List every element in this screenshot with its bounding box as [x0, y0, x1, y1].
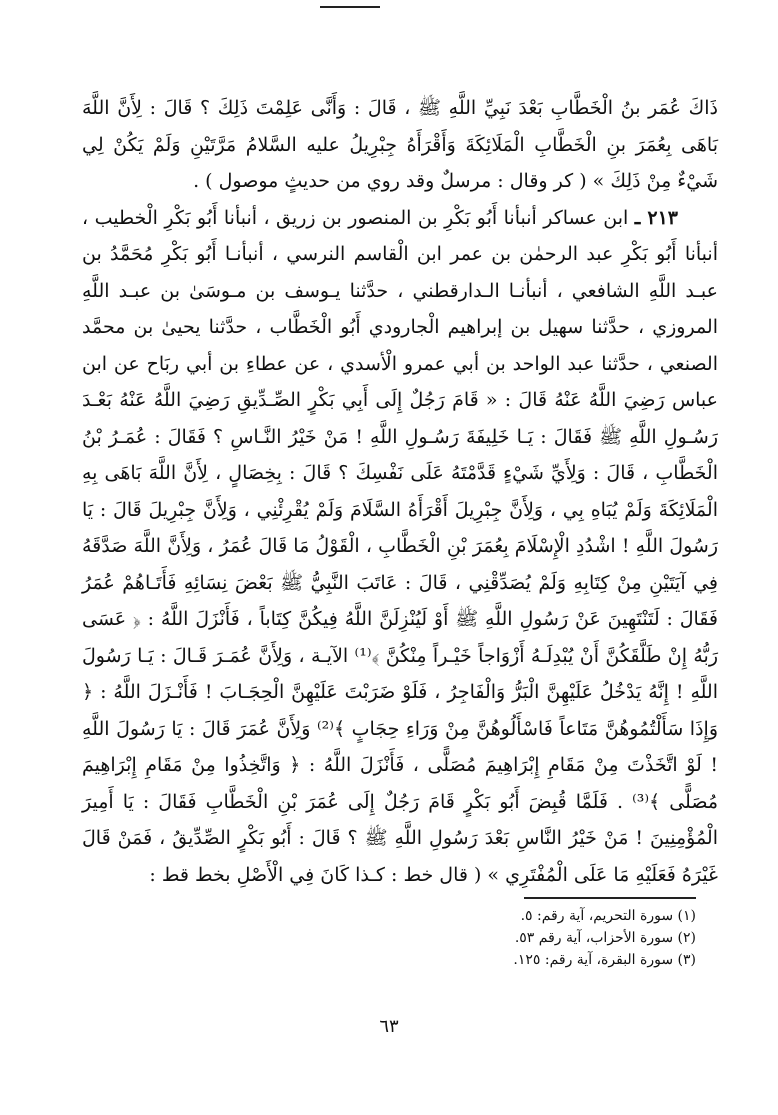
hadith-number: ٢١٣ ـ: [634, 206, 678, 229]
footnote-divider: [524, 897, 696, 899]
main-text: [82, 90, 718, 893]
footnote-3: (٣) سورة البقرة، آية رقم: ١٢٥.: [513, 952, 696, 968]
footnotes: [296, 905, 696, 971]
hadith-paragraph: [82, 200, 718, 894]
hadith-text: ابن عساكر أنبأنا أَبُو بَكْرِ بن المنصور بن زريق ، أنبأنا أَبُو بَكْرِ الْخطيب ، أنبأنا أَبُو بَكْرِ عبد الرحمٰن بن عمر ابن الْقاسم النرسي ، أنبأنـا أَبُو بَكْرِ مُحَمَّدُ بن عبـد اللَّهِ الشافعي ، أنبأنـا الـدارقطني ، حدَّثنا يـوسف بن مـوسَىٰ بن عبـد اللَّهِ المروزي ، حدَّثنا سهيل بن إبراهيم الْجارودي أَبُو الْخَطَّاب ، حدَّثنا يحيىٰ بن محمَّد الصنعي ، حدَّثنا عبد الواحد بن أبي عمرو الْأسدي ، عن عطاءِ بن أبي ربَاح عن ابن عباس رَضِيَ اللَّهُ عَنْهُ قَالَ : « قَامَ رَجُلٌ إِلَى أَبِي بَكْرٍ الصِّـدِّيقِ رَضِيَ اللَّهُ عَنْهُ بَعْـدَ رَسُـولِ اللَّهِ ﷺ فَقَالَ : يَـا خَلِيفَةَ رَسُـولِ اللَّهِ ! مَنْ خَيْرُ النَّـاسِ ؟ فَقَالَ : عُمَـرُ بْنُ الْخَطَّابِ ، قَالَ : وَلِأَيِّ شَيْءٍ قَدَّمْتَهُ عَلَى نَفْسِكَ ؟ قَالَ : بِخِصَالٍ ، لِأَنَّ اللَّهَ بَاهَى بِهِ الْمَلَائِكَةَ وَلَمْ يُبَاهِ بِي ، وَلِأَنَّ جِبْرِيلَ أَقْرَأَهُ السَّلَامَ وَلَمْ يُقْرِئْنِي ، وَلِأَنَّ جِبْرِيلَ قَالَ : يَا رَسُولَ اللَّهِ ! اشْدُدِ الْإِسْلَامَ بِعُمَرَ بْنِ الْخَطَّابِ ، الْقَوْلُ مَا قَالَ عُمَرُ ، وَلِأَنَّ اللَّهَ صَدَّقَهُ فِي آيَتَيْنِ مِنْ كِتَابِهِ وَلَمْ يُصَدِّقْنِي ، قَالَ : عَاتَبَ النَّبِيُّ ﷺ بَعْضَ نِسَائِهِ فَأَتَـاهُمْ عُمَرُ فَقَالَ : لَتَنْتَهِينَ عَنْ رَسُولِ اللَّهِ ﷺ أَوْ لَيُنْزِلَنَّ اللَّهُ فِيكُنَّ كِتَاباً ، فَأَنْزَلَ اللَّهُ : ﴿ عَسَى رَبُّهُ إِنْ طَلَّقَكُنَّ أَنْ يُبْدِلَـهُ أَزْوَاجاً خَيْـراً مِنْكُنَّ ﴾⁽¹⁾ الآيـة ، وَلِأَنَّ عُمَـرَ قَـالَ : يَـا رَسُولَ اللَّهِ ! إِنَّهُ يَدْخُلُ عَلَيْهِنَّ الْبَرُّ وَالْفَاجِرُ ، فَلَوْ ضَرَبْتَ عَلَيْهِنَّ الْحِجَـابَ ! فَأَنْـزَلَ اللَّهُ : ﴿ وَإِذَا سَأَلْتُمُوهُنَّ مَتَاعاً فَاسْأَلُوهُنَّ مِنْ وَرَاءِ حِجَابٍ ﴾⁽²⁾ وَلِأَنَّ عُمَرَ قَالَ : يَا رَسُولَ اللَّهِ ! لَوْ اتَّخَذْتَ مِنْ مَقَامِ إِبْرَاهِيمَ مُصَلًّى ، فَأَنْزَلَ اللَّهُ : ﴿ وَاتَّخِذُوا مِنْ مَقَامِ إِبْرَاهِيمَ مُصَلًّى ﴾⁽³⁾ . فَلَمَّا قُبِضَ أَبُو بَكْرٍ قَامَ رَجُلٌ إِلَى عُمَرَ بْنِ الْخَطَّابِ فَقَالَ : يَا أَمِيرَ الْمُؤْمِنِينَ ! مَنْ خَيْرُ النَّاسِ بَعْدَ رَسُولِ اللَّهِ ﷺ ؟ قَالَ : أَبُو بَكْرٍ الصِّدِّيقُ ، فَمَنْ قَالَ غَيْرَهُ فَعَلَيْهِ مَا عَلَى الْمُفْتَرِي » ( قال خط : كـذا كَانَ فِي الْأَصْلِ بخط قط :: [82, 206, 719, 886]
continuation-paragraph: ذَاكَ عُمَر بنُ الْخَطَّابِ بَعْدَ نَبِيِّ اللَّهِ ﷺ ، قَالَ : وَأَنَّى عَلِمْتَ ذَلِكَ ؟ قَالَ : لِأَنَّ اللَّهَ بَاهَى بِعُمَرَ بنِ الْخَطَّابِ الْمَلَائِكَةَ وَأَقْرَأَهُ جِبْرِيلُ عليه السَّلامُ مَرَّتَيْنِ وَلَمْ يَكُنْ لِي شَيْءٌ مِنْ ذَلِكَ » ( كر وقال : مرسلٌ وقد روي من حديثٍ موصول ) .: [82, 97, 718, 192]
top-rule: [320, 6, 380, 8]
footnote-2: (٢) سورة الأحزاب، آية رقم ٥٣.: [514, 930, 696, 946]
footnote-1: (١) سورة التحريم، آية رقم: ٥.: [520, 908, 696, 924]
page-number: ٦٣: [379, 1016, 399, 1037]
